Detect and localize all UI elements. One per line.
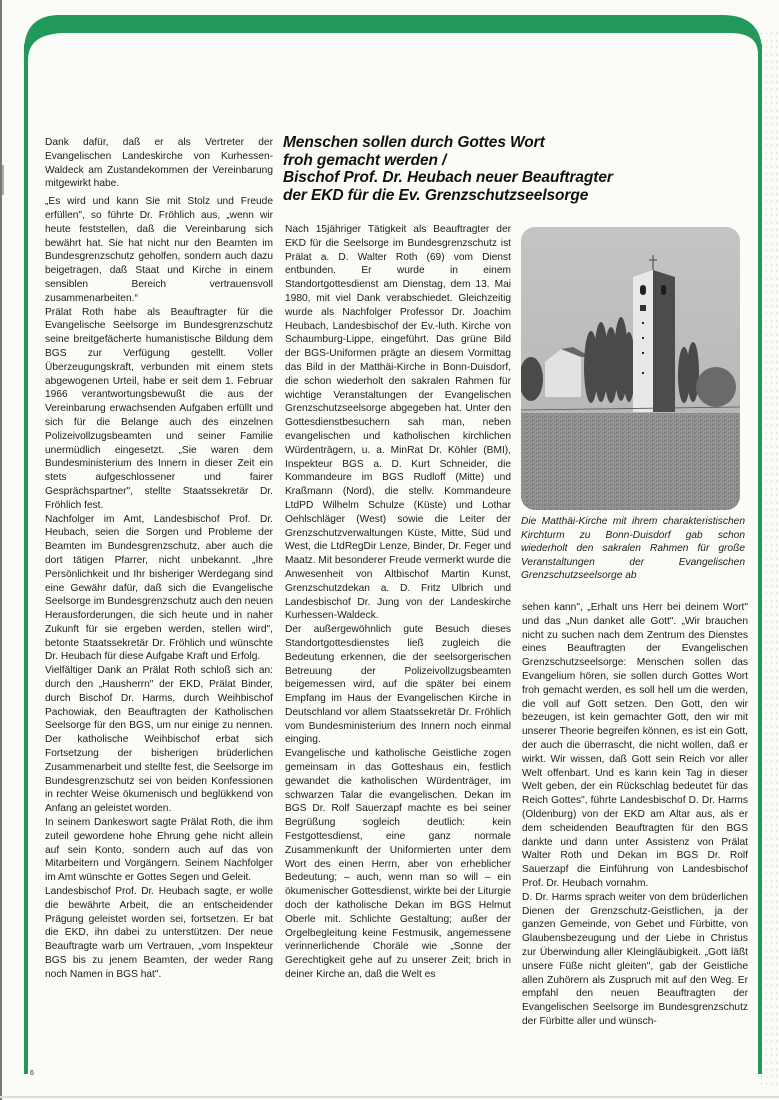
headline-line: Bischof Prof. Dr. Heubach neuer Beauftragter <box>283 169 613 186</box>
paragraph: Landesbischof Prof. Dr. Heubach sagte, er wolle die bewährte Arbeit, die an entscheidender Prägung geleistet worden sei, fortsetzen. Er bat die EKD, ihn dabei zu unterstützen. Der neue Beauftragte warb um Vertrauen, „vom Inspekteur BGS bis zu jenem Beamten, der weder Rang noch Namen in BGS hat". <box>45 886 273 980</box>
paragraph: Evangelische und katholische Geistliche zogen gemeinsam in das Gotteshaus ein, festlich gewandet die katholischen Würdenträger, im schwarzen Talar die evangelischen. Dekan im BGS Dr. Rolf Sauerzapf machte es bei seiner Begrüßung sogleich deutlich: kein Festgottesdienst, eine ganz normale Zusammenkunft der Uniformierten unter dem Wort des einen Herrn, aber von erheblicher Bedeutung; – auch, wenn man so will – ein ökumenischer Gottesdienst, wirkte bei der Liturgie doch der katholische Dekan im BGS Helmut Oberle mit. Schlichte Gestaltung; außer der Orgelbegleitung keine Festmusik, angemessene verinnerlichende Choräle wie „Sonne der Gerechtigkeit gehe auf zu unserer Zeit; brich in deiner Kirche an, daß die Welt es <box>285 748 511 981</box>
article-column-2 <box>285 223 511 982</box>
paragraph: Prälat Roth habe als Beauftragter für die Evangelische Seelsorge im Bundesgrenzschutz seine breitgefächerte humanistische Bildung dem BGS zur Verfügung gestellt. Voller Überzeugungskraft, verbunden mit einem stets abgewogenen Urteil, habe er seit dem 1. Februar 1966 verantwortungsbewußt die aus der Vereinbarung erwachsenden Aufgaben erfüllt und sich für die Belange auch des einzelnen Polizeivollzugsbeamten und seiner Familie unermüdlich eingesetzt. „Sie waren dem Bundesministerium des Innern in dieser Zeit ein stets aufgeschlossener und fairer Gesprächspartner", stellte Staatssekretär Dr. Fröhlich fest. <box>45 306 273 511</box>
page-bottom-edge <box>0 1096 779 1098</box>
green-frame-top-bar <box>22 12 764 72</box>
headline-line: Menschen sollen durch Gottes Wort <box>283 134 545 151</box>
headline-line: froh gemacht werden / <box>283 151 447 169</box>
paragraph: In seinem Dankeswort sagte Prälat Roth, die ihm zuteil gewordene hohe Ehrung gehe nicht allein auf sein Konto, sondern auch auf das von Mitarbeitern und Vorgängern. Seinem Nachfolger im Amt wünschte er Gottes Segen und Geleit. <box>45 817 273 884</box>
church-tower <box>633 255 675 412</box>
article-column-3 <box>522 601 748 1029</box>
scan-speckle <box>759 30 779 1090</box>
green-frame-right-rule <box>758 44 762 1074</box>
meadow <box>521 413 740 510</box>
article-column-1 <box>45 136 273 982</box>
photo-caption: Die Matthäi-Kirche mit ihrem charakteristischen Kirchturm zu Bonn-Duisdorf gab schon wiederholt den sakralen Rahmen für große Veranstaltungen der Evangelischen Grenzschutzseelsorge ab <box>521 516 745 582</box>
church-photo-illustration <box>521 227 740 510</box>
paragraph: Nach 15jähriger Tätigkeit als Beauftragter der EKD für die Seelsorge im Bundesgrenzschutz ist Prälat a. D. Walter Roth (69) vom Dienst entbunden. Er wurde in einem Standortgottesdienst am Dienstag, dem 13. Mai 1980, mit viel Dank verabschiedet. Gleichzeitig wurde als Nachfolger Professor Dr. Joachim Heubach, Landesbischof der Ev.-luth. Kirche von Schaumburg-Lippe, eingeführt. Das grüne Bild der BGS-Uniformen prägte an diesem Vormittag das Bild in der Matthäi-Kirche in Bonn-Duisdorf, die schon wiederholt den sakralen Rahmen für wichtige Veranstaltungen der Evangelischen Grenzschutzseelsorge abgegeben hat. Unter den Gottesdienstbesuchern sah man, neben evangelischen und katholischen kirchlichen Würdenträgern, u. a. MinRat Dr. Köhler (BMI), Inspekteur BGS a. D. Kurt Schneider, die Kommandeure im BGS Rudloff (Mitte) und Kraßmann (Nord), die stellv. Kommandeure LtdPD Wilhelm Schulze (Küste) und Lothar Oehlschläger (West) sowie die Leiter der Grenzschutzverwaltungen Küste, Mitte, Süd und West, die LtdRegDir Lenze, Binder, Dr. Feger und Maatz. Mit besonderer Freude vermerkt wurde die Anwesenheit von Altbischof Martin Kunst, Grenzschutzdekan a. D. Fritz Ulbrich und Landesbischof Dr. Jung von der Landeskirche Kurhessen-Waldeck. <box>285 224 511 622</box>
page-edge-mark <box>2 165 4 195</box>
paragraph: Nachfolger im Amt, Landesbischof Prof. Dr. Heubach, seien die Sorgen und Probleme der Beamten im Bundesgrenzschutz, aber auch die dort tätigen Pfarrer, nicht unbekannt. „Ihre Persönlichkeit und Ihr bisheriger Werdegang sind eine Gewähr dafür, daß sich die Evangelische Seelsorge im Bundesgrenzschutz auch den neuen Herausforderungen, die sich heute und in naher Zukunft für sie ergeben werden, stellen wird", betonte Staatssekretär Dr. Fröhlich und wünschte Dr. Heubach für diese Aufgabe Kraft und Erfolg. <box>45 513 273 663</box>
paragraph: „Es wird und kann Sie mit Stolz und Freude erfüllen", so führte Dr. Fröhlich aus, „wenn wir heute feststellen, daß die Vereinbarung sich bewährt hat. Sie hat nicht nur den Beamten im Bundesgrenzschutz geholfen, sondern auch dazu beigetragen, daß Staat und Kirche in einem sensiblen Bereich vertrauensvoll zusammenarbeiten.“ <box>45 196 273 304</box>
paragraph: Dank dafür, daß er als Vertreter der Evangelischen Landeskirche von Kurhessen-Waldeck am Zustandekommen der Vereinbarung mitgewirkt habe. <box>45 137 273 190</box>
church-photo <box>521 227 740 510</box>
green-frame-left-rule <box>24 44 28 1074</box>
paragraph: sehen kann", „Erhalt uns Herr bei deinem Wort" und das „Nun danket alle Gott". „Wir brauchen nicht zu suchen nach dem Zentrum des Dienstes eines Beauftragten der Evangelischen Grenzschutzseelsorge: Menschen sollen das Evangelium hören, sie sollen durch Gottes Wort froh gemacht werden, es soll hell um die werden, die voll auf Gott setzen. Den Gott, den wir bezeugen, ist kein gemachter Gott, den wir mit unserer Theorie begreifen können, es ist ein Gott, der auch die überrascht, die nicht wollen, daß er wirkt. Wir wissen, daß Gott sein Reich vor aller Welt offenbart. Und es kann kein Tag in dieser Welt geben, der ein Rückschlag bedeutet für das Reich Gottes", führte Landesbischof D. Dr. Harms (Oldenburg) von der EKD am Altar aus, als er dem scheidenden Beauftragten für den BGS dankte und dann unter Assistenz von Prälat Walter Roth und Dekan im BGS Dr. Rolf Sauerzapf die Einführung von Landesbischof Prof. Dr. Heubach vornahm. <box>522 602 748 889</box>
paragraph: D. Dr. Harms sprach weiter von dem brüderlichen Dienen der Grenzschutz-Geistlichen, ja der ganzen Gemeinde, von Gebet und Fürbitte, von Glaubensbezeugung und der Liebe in Christus zur Überwindung aller Kleingläubigkeit. „Gott läßt unsere Füße nicht gleiten", gab der Geistliche allen Zuhörern als Zuspruch mit auf den Weg. Er empfahl den neuen Beauftragten der Evangelischen Seelsorge im Bundesgrenzschutz der Fürbitte aller und wünsch- <box>522 891 748 1027</box>
article-headline <box>283 134 663 204</box>
page-number: 6 <box>30 1070 34 1077</box>
paragraph: Vielfältiger Dank an Prälat Roth schloß sich an: durch den „Hausherrn" der EKD, Prälat Binder, durch Bischof Dr. Harms, durch Weihbischof Pachowiak, den Beauftragten der Katholischen Seelsorge für den BGS, um nur einige zu nennen. Der katholische Weihbischof erbat sich Fortsetzung der bisherigen brüderlichen Zusammenarbeit und stellte fest, die Seelsorge im Bundesgrenzschutz sei von beiden Konfessionen in rechter Weise ökumenisch und beglükkend von Anfang an geleistet worden. <box>45 665 273 815</box>
headline-line: der EKD für die Ev. Grenzschutzseelsorge <box>283 186 589 204</box>
paragraph: Der außergewöhnlich gute Besuch dieses Standortgottesdienstes ließ zugleich die Bedeutung erkennen, die der seelsorgerischen Betreuung der Polizeivollzugsbeamten beigemessen wird, auf die später bei einem Empfang im Haus der Evangelischen Kirche in Deutschland vor allem Staatssekretär Dr. Fröhlich vom Bundesministerium des Innern noch einmal einging. <box>285 624 511 746</box>
